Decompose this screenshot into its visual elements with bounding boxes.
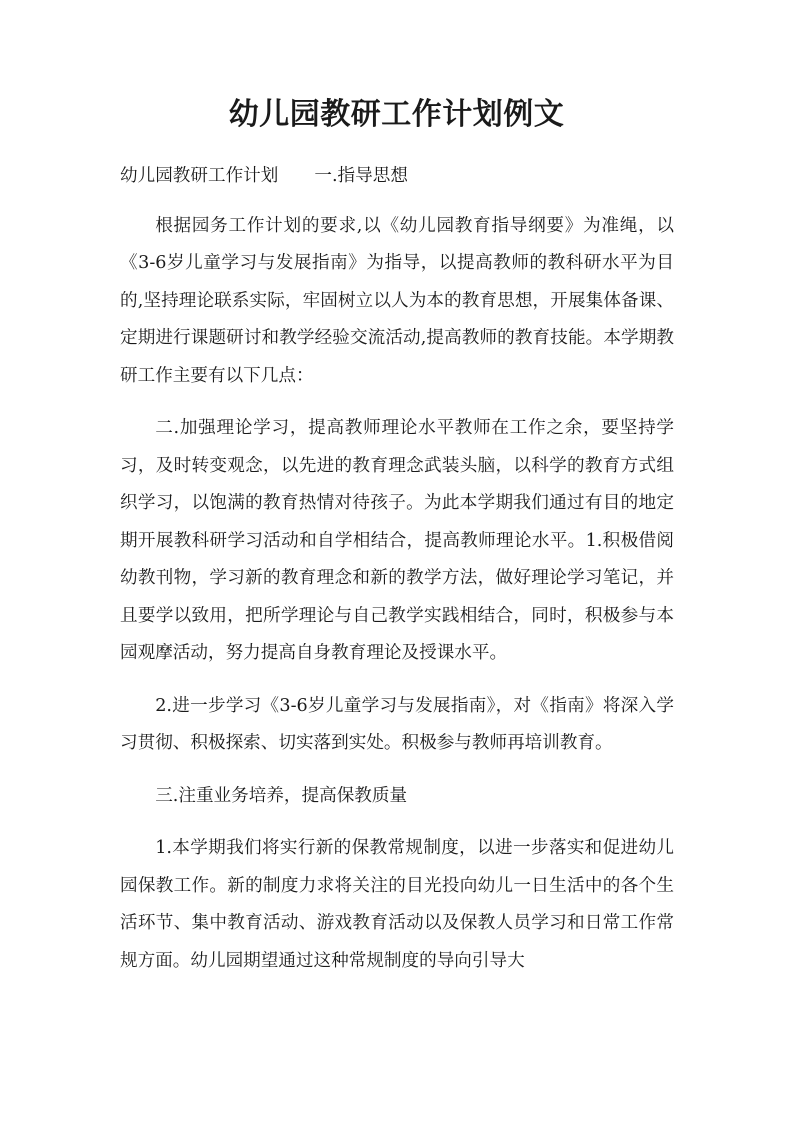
paragraph-care-system: 1.本学期我们将实行新的保教常规制度，以进一步落实和促进幼儿园保教工作。新的制度力求将关注的目光投向幼儿一日生活中的各个生活环节、集中教育活动、游戏教育活动以及保教人员学习和日常工作常规方面。幼儿园期望通过这种常规制度的导向引导大 bbox=[120, 838, 674, 971]
paragraph-theory-study: 二.加强理论学习，提高教师理论水平教师在工作之余，要坚持学习，及时转变观念，以先进的教育理念武装头脑，以科学的教育方式组织学习，以饱满的教育热情对待孩子。为此本学期我们通过有目的地定期开展教科研学习活动和自学相结合，提高教师理论水平。1.积极借阅幼教刊物，学习新的教育理念和新的教学方法，做好理论学习笔记，并且要学以致用，把所学理论与自己教学实践相结合，同时，积极参与本园观摩活动，努力提高自身教育理论及授课水平。 bbox=[120, 418, 674, 663]
section-heading-business-training: 三.注重业务培养，提高保教质量 bbox=[155, 785, 408, 806]
paragraph-guiding-ideology: 根据园务工作计划的要求,以《幼儿园教育指导纲要》为准绳，以《3-6岁儿童学习与发展指南》为指导，以提高教师的教科研水平为目的,坚持理论联系实际，牢固树立以人为本的教育思想，开展集体备课、定期进行课题研讨和教学经验交流活动,提高教师的教育技能。本学期教研工作主要有以下几点： bbox=[120, 215, 674, 386]
section-heading-guiding-ideology: 一.指导思想 bbox=[314, 166, 408, 186]
paragraph-guide-study: 2.进一步学习《3-6岁儿童学习与发展指南》，对《指南》将深入学习贯彻、积极探索、切实落到实处。积极参与教师再培训教育。 bbox=[120, 695, 674, 753]
intro-label: 幼儿园教研工作计划 bbox=[120, 166, 279, 186]
document-body bbox=[120, 158, 674, 995]
intro-line bbox=[120, 158, 674, 196]
page-title: 幼儿园教研工作计划例文 bbox=[228, 97, 565, 132]
